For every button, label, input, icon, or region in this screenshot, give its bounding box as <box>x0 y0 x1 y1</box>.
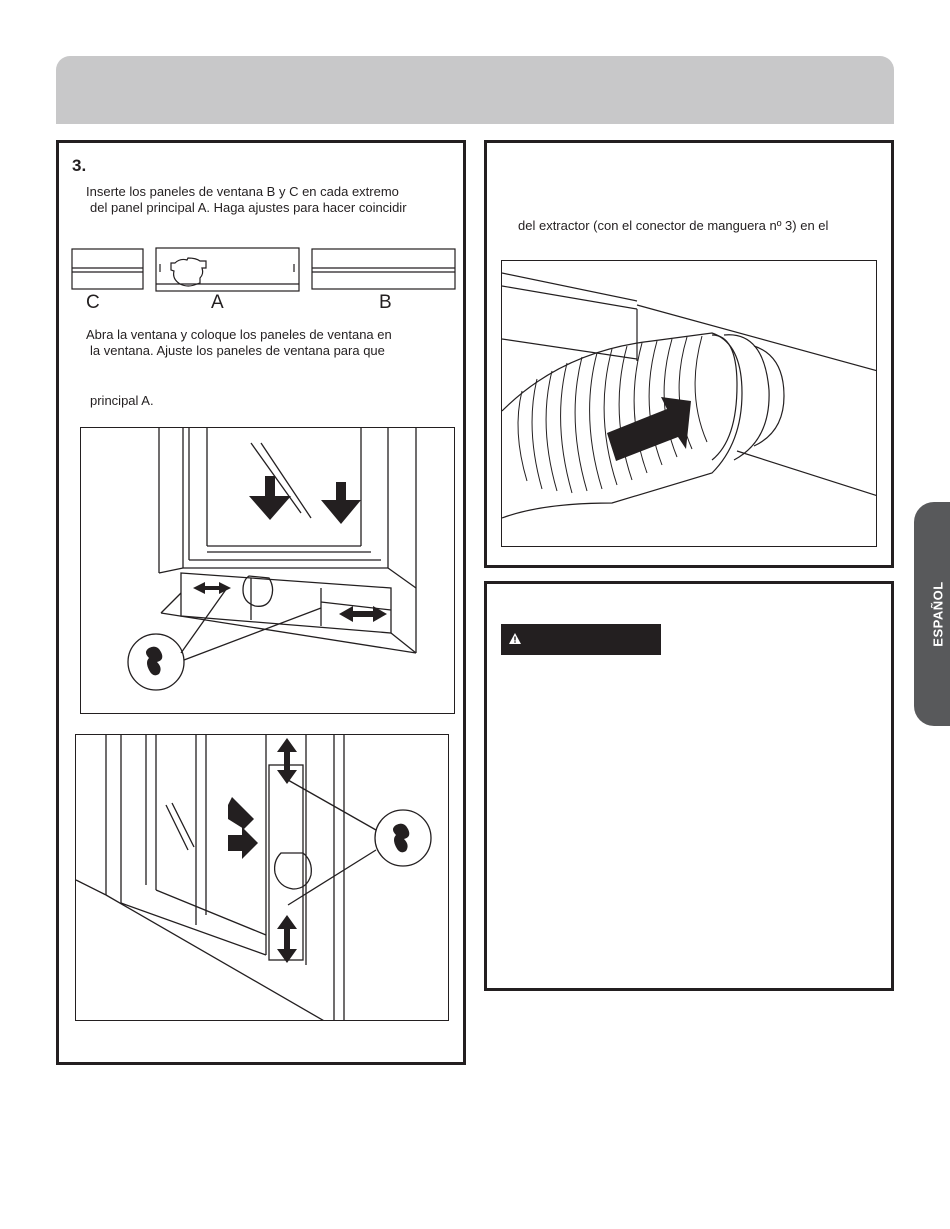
panel-label-c: C <box>86 292 100 313</box>
warning-triangle-icon <box>509 633 521 644</box>
panel-label-b: B <box>379 292 392 313</box>
vertical-window-figure <box>75 734 449 1021</box>
step-number: 3. <box>72 156 87 175</box>
hose-text-line: del extractor (con el conector de manguera nº 3) en el <box>518 218 829 233</box>
warning-label <box>501 624 661 655</box>
window-panels-diagram <box>70 246 458 294</box>
step3-para2-line3: principal A. <box>90 393 154 408</box>
step3-para2-line1: Abra la ventana y coloque los paneles de ventana en <box>86 327 392 342</box>
step3-para2-line2: la ventana. Ajuste los paneles de ventana para que <box>90 343 385 358</box>
step3-para1-line2: del panel principal A. Haga ajustes para hacer coincidir <box>90 200 407 215</box>
horizontal-window-figure <box>80 427 455 714</box>
step3-para1-line1: Inserte los paneles de ventana B y C en cada extremo <box>86 184 399 199</box>
panel-label-a: A <box>211 292 224 313</box>
language-side-tab-label: ESPAÑOL <box>930 581 946 647</box>
header-bar <box>56 56 894 124</box>
exhaust-hose-figure <box>501 260 877 547</box>
